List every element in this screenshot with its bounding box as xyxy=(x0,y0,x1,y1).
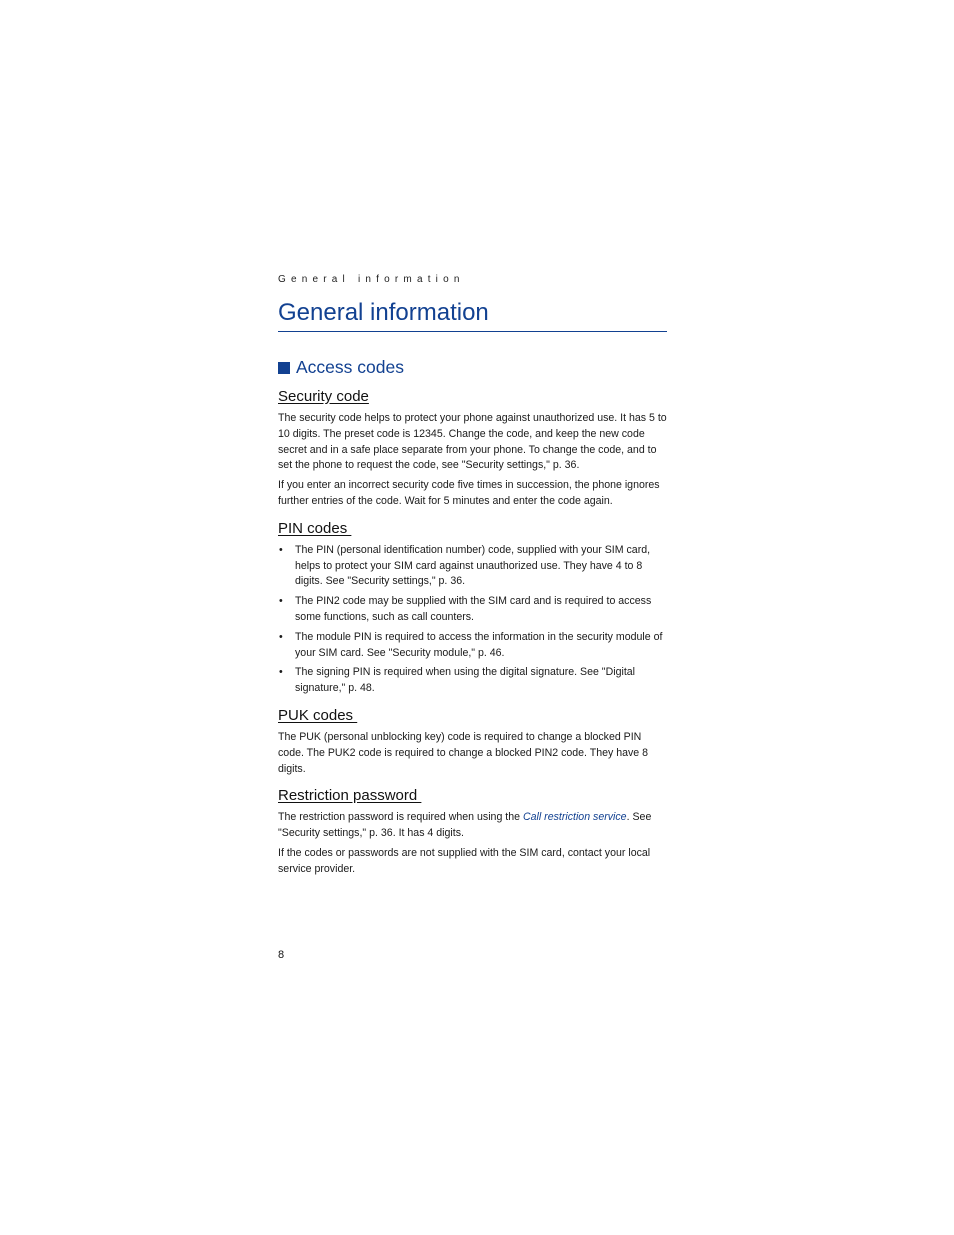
list-item-text: The PIN (personal identification number) code, supplied with your SIM card, helps to protect your SIM card against unauthorized use. They have 4 to 8 digits. See "Security settings," p. 36. xyxy=(295,543,651,588)
page-content xyxy=(278,272,667,882)
restriction-text-before-link: The restriction password is required when using the xyxy=(278,811,523,824)
restriction-password-paragraph-2: If the codes or passwords are not supplied with the SIM card, contact your local service provider. xyxy=(278,846,651,875)
page-number: 8 xyxy=(278,949,285,961)
security-code-paragraph-1: The security code helps to protect your phone against unauthorized use. It has 5 to 10 digits. The preset code is 12345. Change the code, and keep the new code secret and in a safe place separate from your phone. To change the code, and to set the phone to request the code, see "Security settings," p. 36. xyxy=(278,412,667,472)
list-item-text: The module PIN is required to access the information in the security module of your SIM card. See "Security module," p. 46. xyxy=(295,630,663,659)
list-item xyxy=(278,665,667,697)
bullet-icon: • xyxy=(279,630,283,643)
bullet-icon: • xyxy=(279,666,283,679)
list-item xyxy=(278,630,667,662)
puk-codes-heading: PUK codes xyxy=(278,706,358,724)
section-title: Access codes xyxy=(296,357,404,377)
restriction-password-heading: Restriction password xyxy=(278,787,422,805)
list-item xyxy=(278,594,667,626)
list-item xyxy=(278,543,667,590)
list-item-text: The PIN2 code may be supplied with the SIM card and is required to access some functions, such as call counters. xyxy=(295,595,652,623)
pin-codes-heading: PIN codes xyxy=(278,519,352,537)
list-item-text: The signing PIN is required when using the digital signature. See "Digital signature," p. 48. xyxy=(295,666,636,695)
section-square-icon xyxy=(278,362,290,374)
chapter-title: General information xyxy=(278,298,667,332)
security-code-heading: Security code xyxy=(278,388,369,405)
bullet-icon: • xyxy=(279,595,283,608)
running-header: General information xyxy=(278,274,465,285)
restriction-text-after-link: . See "Security settings," p. 36. It has 4 digits. xyxy=(278,811,652,840)
security-code-paragraph-2: If you enter an incorrect security code five times in succession, the phone ignores further entries of the code. Wait for 5 minutes and enter the code again. xyxy=(278,479,660,507)
bullet-icon: • xyxy=(279,543,283,556)
restriction-password-paragraph-1 xyxy=(278,810,667,842)
section-heading-access-codes xyxy=(278,355,667,379)
call-restriction-service-link[interactable]: Call restriction service xyxy=(522,811,627,824)
pin-codes-list xyxy=(278,543,667,697)
puk-codes-paragraph: The PUK (personal unblocking key) code is required to change a blocked PIN code. The PUK2 code is required to change a blocked PIN2 code. They have 8 digits. xyxy=(278,730,649,775)
